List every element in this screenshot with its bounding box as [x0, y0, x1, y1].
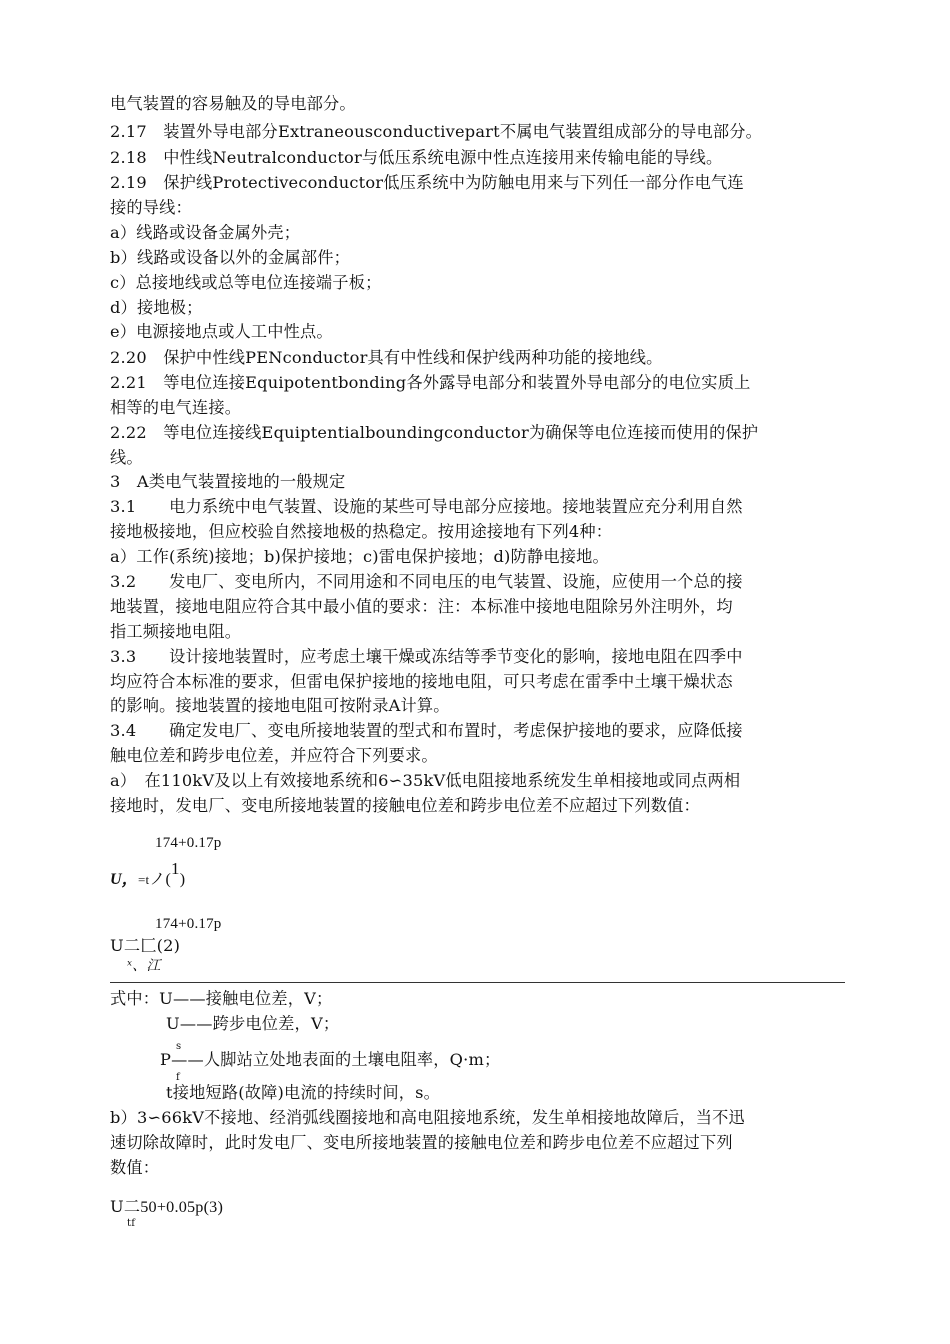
text-line: b）3∽66kV不接地、经消弧线圈接地和高电阻接地系统，发生单相接地故障后，当不迅: [110, 1108, 745, 1127]
text-line: 电气装置的容易触及的导电部分。: [110, 94, 356, 113]
subscript-f: f: [176, 1072, 180, 1083]
formula1-lhs: U，: [110, 871, 138, 888]
text-line: 均应符合本标准的要求，但雷电保护接地的接地电阻，可只考虑在雷季中土壤干燥状态: [110, 672, 733, 691]
formula3-rest: 50+0.05p(3): [140, 1198, 224, 1216]
text-line: 2.21 等电位连接Equipotentbonding各外露导电部分和装置外导电部分的电位实质上: [110, 373, 751, 392]
formula2-numerator: 174+0.17p: [155, 916, 222, 932]
text-line: 2.17 装置外导电部分Extraneousconductivepart不属电气装置组成部分的导电部分。: [110, 122, 763, 141]
text-line: 3.4 确定发电厂、变电所接地装置的型式和布置时，考虑保护接地的要求，应降低接: [110, 721, 743, 740]
formula2-subscript: ˣ、江: [127, 958, 161, 974]
text-line: d）接地极；: [110, 298, 203, 317]
text-line: 线。: [110, 448, 143, 467]
text-line: 地装置，接地电阻应符合其中最小值的要求：注：本标准中接地电阻除另外注明外，均: [110, 597, 733, 616]
formula1-mid: =t: [137, 872, 150, 887]
text-line: 接的导线：: [110, 198, 192, 217]
formula1-rest: ノ(: [149, 871, 172, 888]
text-line: 接地极接地，但应校验自然接地极的热稳定。按用途接地有下列4种：: [110, 522, 613, 541]
formula3-lhs: U二: [110, 1197, 141, 1216]
text-line: 2.22 等电位连接线Equiptentialboundingconductor为确保等电位连接而使用的保护: [110, 423, 759, 442]
text-line: c）总接地线或总等电位连接端子板；: [110, 273, 382, 292]
text-line: 接地时，发电厂、变电所接地装置的接触电位差和跨步电位差不应超过下列数值：: [110, 796, 700, 815]
formula1-numerator: 174+0.17p: [155, 835, 222, 851]
text-line: a）线路或设备金属外壳；: [110, 223, 301, 242]
text-line: 2.19 保护线Protectiveconductor低压系统中为防触电用来与下列任一部分作电气连: [110, 173, 744, 192]
definition-line: t接地短路(故障)电流的持续时间，s。: [166, 1083, 441, 1102]
formula3-subscript: tf: [127, 1218, 136, 1229]
text-line: 指工频接地电阻。: [110, 622, 242, 641]
formula1-sup: 1: [171, 859, 180, 878]
text-line: 数值：: [110, 1158, 160, 1177]
text-line: 速切除故障时，此时发电厂、变电所接地装置的接触电位差和跨步电位差不应超过下列: [110, 1133, 733, 1152]
definition-line: P——人脚站立处地表面的土壤电阻率，Q·m；: [160, 1050, 501, 1069]
divider-line: [110, 982, 845, 983]
text-line: 触电位差和跨步电位差，并应符合下列要求。: [110, 746, 438, 765]
text-line: 2.18 中性线Neutralconductor与低压系统电源中性点连接用来传输电能的导线。: [110, 148, 723, 167]
definition-line: U——跨步电位差，V；: [166, 1014, 340, 1033]
text-line: 3.2 发电厂、变电所内，不同用途和不同电压的电气装置、设施，应使用一个总的接: [110, 572, 743, 591]
text-line: 2.20 保护中性线PENconductor具有中性线和保护线两种功能的接地线。: [110, 348, 663, 367]
text-line: 3.3 设计接地装置时，应考虑土壤干燥或冻结等季节变化的影响，接地电阻在四季中: [110, 647, 743, 666]
subscript-s: s: [176, 1041, 182, 1052]
definition-intro: 式中：U——接触电位差，V；: [110, 989, 333, 1008]
formula1-close: ): [179, 871, 186, 888]
text-line: a）工作(系统)接地；b)保护接地；c)雷电保护接地；d)防静电接地。: [110, 547, 609, 566]
formula2: U二匚(2): [110, 936, 181, 955]
formula1: [110, 859, 186, 891]
text-line: 的影响。接地装置的接地电阻可按附录A计算。: [110, 696, 450, 715]
text-line: e）电源接地点或人工中性点。: [110, 322, 333, 341]
section-heading: 3 A类电气装置接地的一般规定: [110, 472, 346, 491]
text-line: b）线路或设备以外的金属部件；: [110, 248, 350, 267]
text-line: 相等的电气连接。: [110, 398, 242, 417]
text-line: 3.1 电力系统中电气装置、设施的某些可导电部分应接地。接地装置应充分利用自然: [110, 497, 743, 516]
text-line: a） 在110kV及以上有效接地系统和6∽35kV低电阻接地系统发生单相接地或同点两相: [110, 771, 741, 790]
